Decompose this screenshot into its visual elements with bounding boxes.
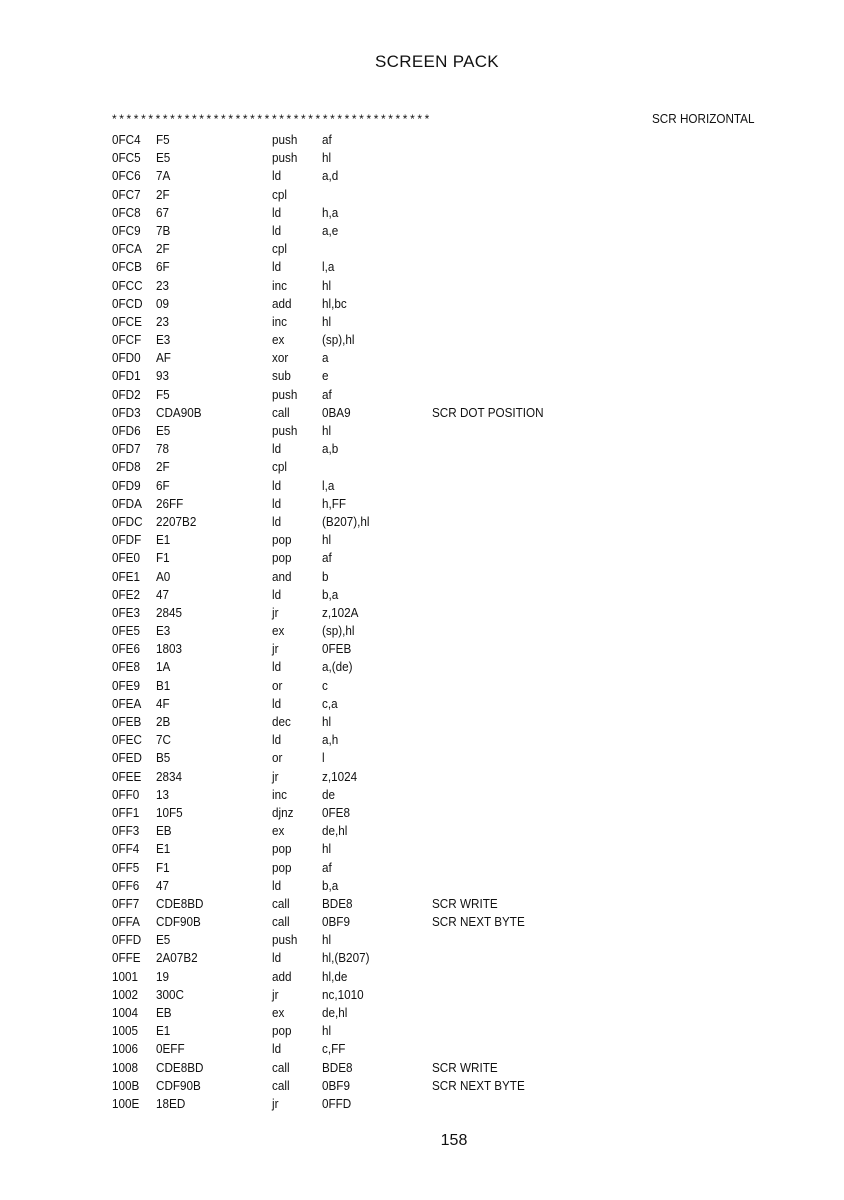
listing-row xyxy=(0,658,844,676)
address: 0FC9 xyxy=(112,222,141,238)
opcode-bytes: 23 xyxy=(156,277,170,293)
address: 0FD3 xyxy=(112,404,141,420)
opcode-bytes: B1 xyxy=(156,677,171,693)
operand: hl,de xyxy=(322,968,348,984)
mnemonic: ld xyxy=(272,441,282,457)
mnemonic: ld xyxy=(272,950,282,966)
address: 0FC4 xyxy=(112,132,141,147)
address: 0FF0 xyxy=(112,786,140,802)
listing-row xyxy=(0,531,844,549)
opcode-bytes: F1 xyxy=(156,550,170,566)
mnemonic: ld xyxy=(272,586,282,602)
operand: h,a xyxy=(322,204,339,220)
mnemonic: ld xyxy=(272,877,282,893)
mnemonic: call xyxy=(272,1059,290,1075)
opcode-bytes: 2F xyxy=(156,186,170,202)
address: 0FC8 xyxy=(112,204,141,220)
opcode-bytes: E3 xyxy=(156,623,171,639)
address: 0FE9 xyxy=(112,677,140,693)
opcode-bytes: B5 xyxy=(156,750,171,766)
operand: af xyxy=(322,386,332,402)
listing-row xyxy=(0,222,844,240)
listing-row xyxy=(0,549,844,567)
address: 0FF5 xyxy=(112,859,140,875)
opcode-bytes: 2F xyxy=(156,241,170,257)
mnemonic: ex xyxy=(272,623,285,639)
section-label: SCR HORIZONTAL xyxy=(652,111,755,126)
listing-row xyxy=(0,331,844,349)
operand: af xyxy=(322,859,332,875)
listing-row xyxy=(0,167,844,185)
address: 0FDC xyxy=(112,513,143,529)
operand: 0FE8 xyxy=(322,804,350,820)
address: 0FC6 xyxy=(112,168,141,184)
operand: a,h xyxy=(322,732,339,748)
listing-row xyxy=(0,640,844,658)
operand: b,a xyxy=(322,877,339,893)
opcode-bytes: 2207B2 xyxy=(156,513,197,529)
mnemonic: pop xyxy=(272,859,292,875)
operand: hl xyxy=(322,277,332,293)
operand: a,d xyxy=(322,168,339,184)
mnemonic: or xyxy=(272,677,283,693)
mnemonic: ld xyxy=(272,1041,282,1057)
listing-row xyxy=(0,131,844,149)
opcode-bytes: 10F5 xyxy=(156,804,183,820)
page-title: SCREEN PACK xyxy=(375,52,499,71)
address: 0FFD xyxy=(112,932,142,948)
operand: l,a xyxy=(322,477,335,493)
opcode-bytes: 23 xyxy=(156,313,170,329)
opcode-bytes: F1 xyxy=(156,859,170,875)
mnemonic: inc xyxy=(272,786,287,802)
listing-row xyxy=(0,913,844,931)
comment: SCR WRITE xyxy=(432,1059,498,1075)
operand: l,a xyxy=(322,259,335,275)
address: 0FEC xyxy=(112,732,142,748)
address: 0FE3 xyxy=(112,604,140,620)
opcode-bytes: 300C xyxy=(156,986,184,1002)
mnemonic: pop xyxy=(272,841,292,857)
opcode-bytes: 7C xyxy=(156,732,171,748)
mnemonic: push xyxy=(272,150,298,166)
address: 0FD0 xyxy=(112,350,141,366)
operand: hl xyxy=(322,841,332,857)
mnemonic: add xyxy=(272,968,292,984)
opcode-bytes: 13 xyxy=(156,786,170,802)
mnemonic: cpl xyxy=(272,459,287,475)
listing-row xyxy=(0,313,844,331)
comment: SCR NEXT BYTE xyxy=(432,1077,525,1093)
listing-row xyxy=(0,295,844,313)
operand: hl xyxy=(322,932,332,948)
opcode-bytes: 2B xyxy=(156,714,171,729)
mnemonic: and xyxy=(272,568,292,584)
address: 0FD8 xyxy=(112,459,141,475)
listing-row xyxy=(0,986,844,1004)
comment: SCR DOT POSITION xyxy=(432,404,544,420)
listing-row xyxy=(0,713,844,731)
operand: 0BF9 xyxy=(322,914,350,930)
listing-row xyxy=(0,367,844,385)
address: 0FCD xyxy=(112,295,143,311)
operand: (sp),hl xyxy=(322,623,355,639)
opcode-bytes: 1803 xyxy=(156,641,183,657)
operand: BDE8 xyxy=(322,1059,353,1075)
opcode-bytes: 47 xyxy=(156,586,170,602)
address: 0FC7 xyxy=(112,186,141,202)
listing-row xyxy=(0,586,844,604)
address: 1005 xyxy=(112,1023,139,1039)
mnemonic: ex xyxy=(272,1005,285,1020)
address: 0FCB xyxy=(112,259,142,275)
mnemonic: jr xyxy=(272,986,279,1002)
operand: (B207),hl xyxy=(322,513,370,529)
address: 0FE2 xyxy=(112,586,140,602)
page-number: 158 xyxy=(440,1132,468,1149)
operand: 0FFD xyxy=(322,1095,352,1111)
operand: z,1024 xyxy=(322,768,358,784)
listing-row xyxy=(0,258,844,276)
mnemonic: ld xyxy=(272,695,282,711)
listing-row xyxy=(0,1059,844,1077)
address: 0FF7 xyxy=(112,895,140,911)
opcode-bytes: CDF90B xyxy=(156,914,201,930)
mnemonic: djnz xyxy=(272,804,294,820)
mnemonic: push xyxy=(272,932,298,948)
operand: 0FEB xyxy=(322,641,352,657)
mnemonic: dec xyxy=(272,714,291,729)
mnemonic: ld xyxy=(272,732,282,748)
address: 0FE8 xyxy=(112,659,140,675)
listing-row xyxy=(0,440,844,458)
address: 0FCA xyxy=(112,241,142,257)
address: 0FF6 xyxy=(112,877,140,893)
mnemonic: call xyxy=(272,914,290,930)
opcode-bytes: 6F xyxy=(156,259,170,275)
mnemonic: cpl xyxy=(272,241,287,257)
operand: 0BF9 xyxy=(322,1077,350,1093)
operand: de,hl xyxy=(322,1005,348,1020)
mnemonic: ld xyxy=(272,168,282,184)
listing-row xyxy=(0,840,844,858)
operand: af xyxy=(322,132,332,147)
opcode-bytes: F5 xyxy=(156,386,170,402)
address: 0FD2 xyxy=(112,386,141,402)
address: 0FF3 xyxy=(112,823,140,839)
listing-row xyxy=(0,768,844,786)
operand: l xyxy=(322,750,325,766)
listing-row xyxy=(0,677,844,695)
listing-row xyxy=(0,1040,844,1058)
opcode-bytes: E5 xyxy=(156,423,171,438)
operand: hl,(B207) xyxy=(322,950,370,966)
listing-row xyxy=(0,477,844,495)
address: 0FD7 xyxy=(112,441,141,457)
separator-stars: ******************************************** xyxy=(112,112,432,126)
opcode-bytes: E5 xyxy=(156,932,171,948)
listing-row xyxy=(0,149,844,167)
listing-row xyxy=(0,458,844,476)
address: 0FD9 xyxy=(112,477,141,493)
mnemonic: jr xyxy=(272,768,279,784)
operand: hl xyxy=(322,150,332,166)
listing-row xyxy=(0,513,844,531)
mnemonic: inc xyxy=(272,313,287,329)
operand: a,(de) xyxy=(322,659,353,675)
operand: 0BA9 xyxy=(322,404,351,420)
opcode-bytes: 78 xyxy=(156,441,170,457)
address: 0FC5 xyxy=(112,150,141,166)
mnemonic: pop xyxy=(272,1023,292,1039)
operand: (sp),hl xyxy=(322,332,355,348)
mnemonic: pop xyxy=(272,550,292,566)
comment: SCR WRITE xyxy=(432,895,498,911)
opcode-bytes: E1 xyxy=(156,532,171,548)
address: 0FEB xyxy=(112,714,142,729)
address: 0FE0 xyxy=(112,550,140,566)
address: 0FCF xyxy=(112,332,142,348)
listing-row xyxy=(0,1095,844,1113)
operand: hl,bc xyxy=(322,295,347,311)
listing-row xyxy=(0,749,844,767)
operand: nc,1010 xyxy=(322,986,364,1002)
listing-row xyxy=(0,695,844,713)
operand: a,e xyxy=(322,222,339,238)
operand: c,a xyxy=(322,695,338,711)
listing-row xyxy=(0,386,844,404)
mnemonic: ex xyxy=(272,332,285,348)
address: 1006 xyxy=(112,1041,139,1057)
opcode-bytes: 47 xyxy=(156,877,170,893)
mnemonic: push xyxy=(272,423,298,438)
address: 0FCE xyxy=(112,313,142,329)
mnemonic: pop xyxy=(272,532,292,548)
listing-row xyxy=(0,1022,844,1040)
mnemonic: inc xyxy=(272,277,287,293)
mnemonic: push xyxy=(272,386,298,402)
address: 1001 xyxy=(112,968,139,984)
opcode-bytes: EB xyxy=(156,823,172,839)
listing-row xyxy=(0,1004,844,1022)
opcode-bytes: CDE8BD xyxy=(156,1059,204,1075)
mnemonic: call xyxy=(272,1077,290,1093)
mnemonic: ld xyxy=(272,659,282,675)
listing-row xyxy=(0,822,844,840)
opcode-bytes: AF xyxy=(156,350,171,366)
listing-row xyxy=(0,422,844,440)
address: 0FDF xyxy=(112,532,142,548)
operand: hl xyxy=(322,714,332,729)
operand: b,a xyxy=(322,586,339,602)
opcode-bytes: CDF90B xyxy=(156,1077,201,1093)
opcode-bytes: E3 xyxy=(156,332,171,348)
opcode-bytes: A0 xyxy=(156,568,171,584)
operand: af xyxy=(322,550,332,566)
opcode-bytes: E1 xyxy=(156,1023,171,1039)
opcode-bytes: 09 xyxy=(156,295,170,311)
listing-row xyxy=(0,204,844,222)
listing-row xyxy=(0,895,844,913)
operand: c,FF xyxy=(322,1041,346,1057)
address: 100E xyxy=(112,1095,140,1111)
address: 100B xyxy=(112,1077,140,1093)
opcode-bytes: 2834 xyxy=(156,768,183,784)
listing-row xyxy=(0,186,844,204)
opcode-bytes: 7A xyxy=(156,168,171,184)
operand: hl xyxy=(322,423,332,438)
listing-row xyxy=(0,240,844,258)
opcode-bytes: 93 xyxy=(156,368,170,384)
mnemonic: jr xyxy=(272,641,279,657)
address: 0FE6 xyxy=(112,641,140,657)
mnemonic: ld xyxy=(272,222,282,238)
opcode-bytes: 67 xyxy=(156,204,170,220)
opcode-bytes: 6F xyxy=(156,477,170,493)
operand: a,b xyxy=(322,441,339,457)
opcode-bytes: 18ED xyxy=(156,1095,186,1111)
operand: c xyxy=(322,677,328,693)
opcode-bytes: CDE8BD xyxy=(156,895,204,911)
listing-row xyxy=(0,877,844,895)
listing-row xyxy=(0,931,844,949)
listing-row xyxy=(0,786,844,804)
listing-row xyxy=(0,604,844,622)
address: 1002 xyxy=(112,986,139,1002)
mnemonic: cpl xyxy=(272,186,287,202)
opcode-bytes: 0EFF xyxy=(156,1041,185,1057)
address: 0FFA xyxy=(112,914,140,930)
address: 0FD6 xyxy=(112,423,141,438)
mnemonic: push xyxy=(272,132,298,147)
listing-row xyxy=(0,568,844,586)
operand: de,hl xyxy=(322,823,348,839)
mnemonic: jr xyxy=(272,1095,279,1111)
listing-row xyxy=(0,622,844,640)
listing-row xyxy=(0,731,844,749)
address: 1004 xyxy=(112,1005,139,1020)
address: 0FDA xyxy=(112,495,142,511)
listing-row xyxy=(0,949,844,967)
mnemonic: ld xyxy=(272,513,282,529)
mnemonic: ex xyxy=(272,823,285,839)
operand: b xyxy=(322,568,329,584)
mnemonic: add xyxy=(272,295,292,311)
mnemonic: sub xyxy=(272,368,291,384)
opcode-bytes: E5 xyxy=(156,150,171,166)
listing-row xyxy=(0,349,844,367)
opcode-bytes: 19 xyxy=(156,968,170,984)
address: 0FFE xyxy=(112,950,141,966)
listing-row xyxy=(0,1077,844,1095)
mnemonic: ld xyxy=(272,259,282,275)
address: 0FE5 xyxy=(112,623,140,639)
operand: BDE8 xyxy=(322,895,353,911)
opcode-bytes: 2F xyxy=(156,459,170,475)
listing-row xyxy=(0,404,844,422)
address: 0FEA xyxy=(112,695,142,711)
operand: z,102A xyxy=(322,604,359,620)
mnemonic: jr xyxy=(272,604,279,620)
mnemonic: or xyxy=(272,750,283,766)
operand: hl xyxy=(322,313,332,329)
opcode-bytes: 4F xyxy=(156,695,170,711)
opcode-bytes: EB xyxy=(156,1005,172,1020)
listing-row xyxy=(0,277,844,295)
mnemonic: ld xyxy=(272,204,282,220)
opcode-bytes: E1 xyxy=(156,841,171,857)
opcode-bytes: 2A07B2 xyxy=(156,950,198,966)
address: 0FEE xyxy=(112,768,142,784)
address: 1008 xyxy=(112,1059,139,1075)
address: 0FD1 xyxy=(112,368,141,384)
mnemonic: xor xyxy=(272,350,289,366)
operand: a xyxy=(322,350,329,366)
opcode-bytes: 26FF xyxy=(156,495,184,511)
operand: h,FF xyxy=(322,495,347,511)
listing-row xyxy=(0,968,844,986)
listing-row xyxy=(0,804,844,822)
address: 0FED xyxy=(112,750,142,766)
operand: de xyxy=(322,786,336,802)
opcode-bytes: 1A xyxy=(156,659,171,675)
mnemonic: call xyxy=(272,895,290,911)
operand: hl xyxy=(322,532,332,548)
opcode-bytes: 2845 xyxy=(156,604,183,620)
opcode-bytes: 7B xyxy=(156,222,171,238)
address: 0FF4 xyxy=(112,841,140,857)
operand: e xyxy=(322,368,329,384)
operand: hl xyxy=(322,1023,332,1039)
mnemonic: ld xyxy=(272,477,282,493)
address: 0FF1 xyxy=(112,804,140,820)
opcode-bytes: CDA90B xyxy=(156,404,202,420)
mnemonic: call xyxy=(272,404,290,420)
mnemonic: ld xyxy=(272,495,282,511)
address: 0FE1 xyxy=(112,568,140,584)
listing-row xyxy=(0,495,844,513)
comment: SCR NEXT BYTE xyxy=(432,914,525,930)
address: 0FCC xyxy=(112,277,143,293)
opcode-bytes: F5 xyxy=(156,132,170,147)
code-listing xyxy=(0,131,844,1113)
listing-row xyxy=(0,859,844,877)
